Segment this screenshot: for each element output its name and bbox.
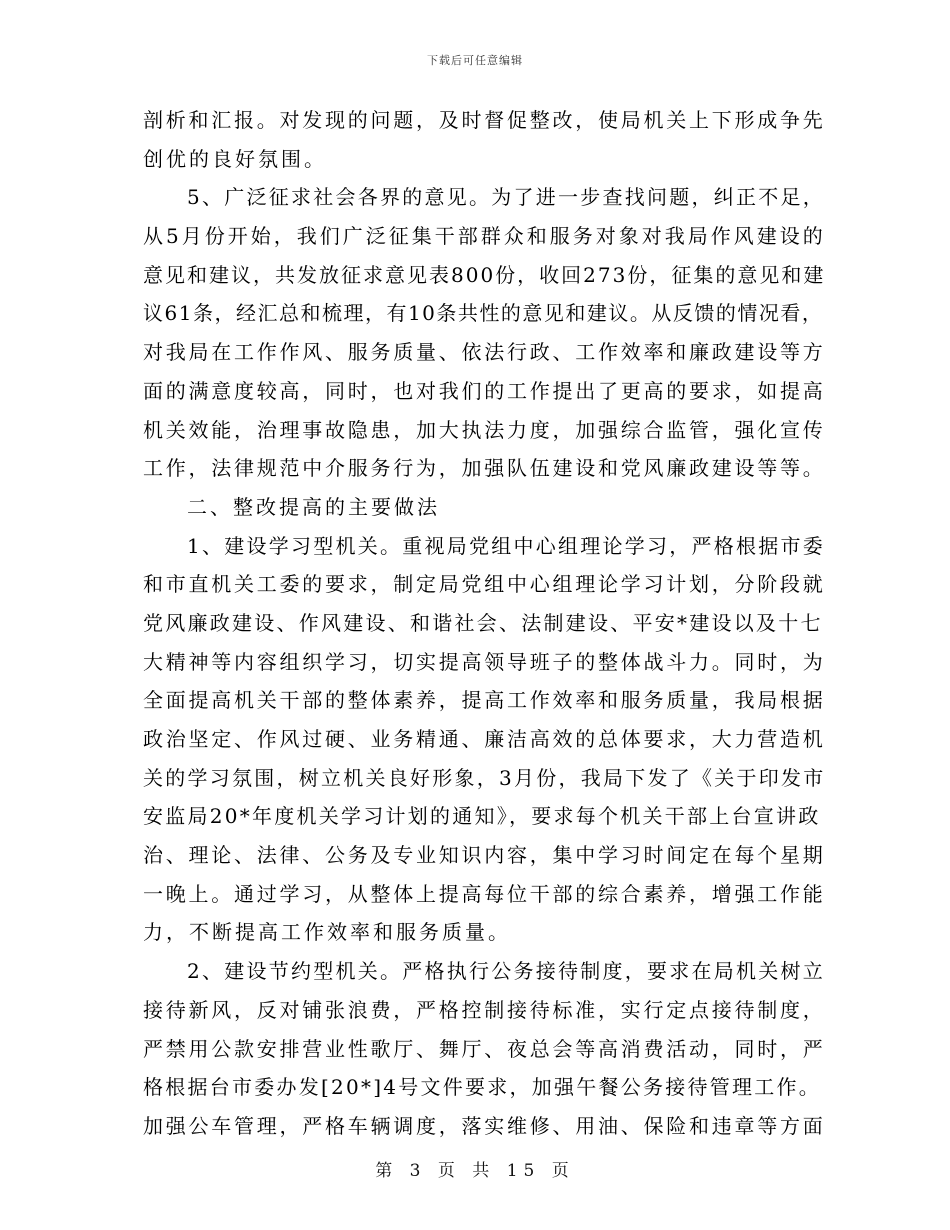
text-line: 议61条，经汇总和梳理，有10条共性的意见和建议。从反馈的情况看， [143,301,824,326]
page-footer: 第 3 页 共 15 页 [375,1161,575,1181]
text-line: 机关效能，治理事故隐患，加大执法力度，加强综合监管，强化宣传 [143,417,826,442]
text-line: 剖析和汇报。对发现的问题，及时督促整改，使局机关上下形成争先 [143,108,826,132]
text-line: 一晚上。通过学习，从整体上提高每位干部的综合素养，增强工作能 [143,881,826,906]
text-line: 5、广泛征求社会各界的意见。为了进一步查找问题，纠正不足， [187,185,825,210]
text-line: 治、理论、法律、公务及专业知识内容，集中学习时间定在每个星期 [143,843,826,868]
text-line: 党风廉政建设、作风建设、和谐社会、法制建设、平安*建设以及十七 [143,610,823,635]
text-line: 接待新风，反对铺张浪费，严格控制接待标准，实行定点接待制度， [143,997,826,1022]
text-line: 全面提高机关干部的整体素养，提高工作效率和服务质量，我局根据 [143,688,826,713]
text-line: 安监局20*年度机关学习计划的通知》，要求每个机关干部上台宣讲政 [143,804,821,829]
text-line: 加强公车管理，严格车辆调度，落实维修、用油、保险和违章等方面 [143,1113,826,1138]
text-line: 力，不断提高工作效率和服务质量。 [143,920,511,945]
text-line: 和市直机关工委的要求，制定局党组中心组理论学习计划，分阶段就 [143,572,826,597]
text-line: 工作，法律规范中介服务行为，加强队伍建设和党风廉政建设等等。 [143,456,826,481]
text-line: 1、建设学习型机关。重视局党组中心组理论学习，严格根据市委 [187,533,825,558]
text-line: 面的满意度较高，同时，也对我们的工作提出了更高的要求，如提高 [143,378,826,403]
text-line: 意见和建议，共发放征求意见表800份，收回273份，征集的意见和建 [143,262,826,287]
text-line: 大精神等内容组织学习，切实提高领导班子的整体战斗力。同时，为 [143,649,826,674]
document-body [143,101,827,1146]
text-line: 关的学习氛围，树立机关良好形象，3月份，我局下发了《关于印发市 [143,765,826,790]
text-line: 格根据台市委办发[20*]4号文件要求，加强午餐公务接待管理工作。 [143,1075,822,1100]
text-line: 政治坚定、作风过硬、业务精通、廉洁高效的总体要求，大力营造机 [143,727,826,751]
text-line: 严禁用公款安排营业性歌厅、舞厅、夜总会等高消费活动，同时，严 [143,1036,826,1061]
page-header: 下载后可任意编辑 [427,54,523,67]
text-line: 对我局在工作作风、服务质量、依法行政、工作效率和廉政建设等方 [143,340,826,365]
text-line: 创优的良好氛围。 [143,146,327,171]
text-line: 从5月份开始，我们广泛征集干部群众和服务对象对我局作风建设的 [143,224,826,249]
text-line: 二、整改提高的主要做法 [187,494,440,519]
text-line: 2、建设节约型机关。严格执行公务接待制度，要求在局机关树立 [187,959,825,984]
